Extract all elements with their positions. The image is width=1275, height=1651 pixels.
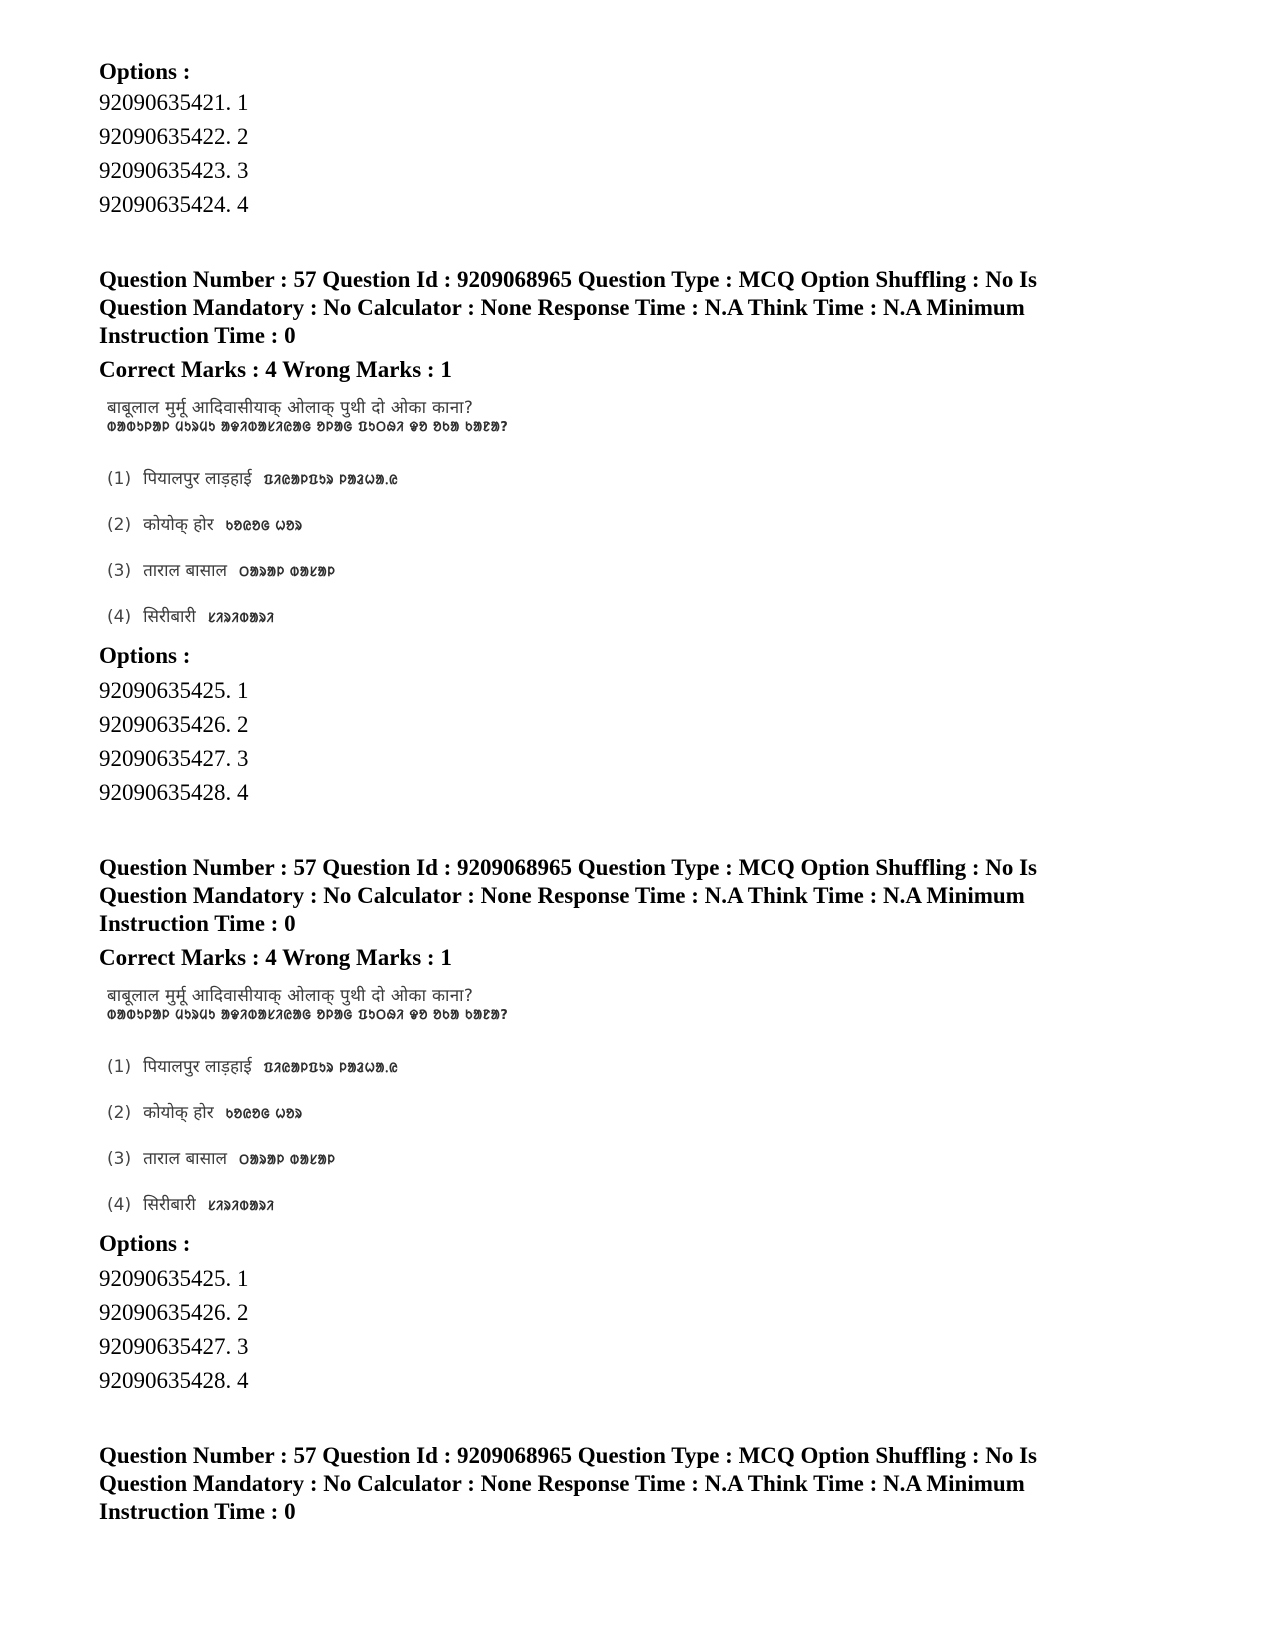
choice-number: (2): [107, 515, 132, 535]
choice-devanagari: कोयोक् होर: [143, 1103, 214, 1123]
choice-devanagari: सिरीबारी: [143, 1195, 196, 1215]
question-header-line: Question Mandatory : No Calculator : None Response Time : N.A Think Time : N.A Minimum: [99, 883, 1025, 908]
choice-olchiki: ᱯᱤᱭᱟᱞᱯᱩᱨ ᱞᱟᱲᱦᱟᱹᱭ: [263, 1061, 399, 1076]
option-item: 92090635427. 3: [99, 746, 249, 771]
option-item: 92090635423. 3: [99, 158, 249, 183]
choice-number: (2): [107, 1103, 132, 1123]
choice-devanagari: कोयोक् होर: [143, 515, 214, 535]
choice-2: [107, 1102, 303, 1126]
question-header-line: Question Number : 57 Question Id : 9209068965 Question Type : MCQ Option Shuffling : No Is: [99, 855, 1038, 880]
choice-olchiki: ᱥᱤᱨᱤᱵᱟᱨᱤ: [207, 1199, 275, 1214]
option-item: 92090635428. 4: [99, 1368, 249, 1393]
question-header-line: Question Mandatory : No Calculator : None Response Time : N.A Think Time : N.A Minimum: [99, 295, 1025, 320]
option-item: 92090635422. 2: [99, 124, 249, 149]
choice-olchiki: ᱠᱚᱭᱚᱜ ᱦᱚᱨ: [225, 519, 303, 534]
choice-number: (4): [107, 1195, 132, 1215]
option-item: 92090635425. 1: [99, 1266, 249, 1291]
question-header-line: Instruction Time : 0: [99, 1499, 296, 1524]
question-block: [99, 854, 1179, 1398]
option-item: 92090635424. 4: [99, 192, 249, 217]
choice-olchiki: ᱠᱚᱭᱚᱜ ᱦᱚᱨ: [225, 1107, 303, 1122]
choice-devanagari: पियालपुर लाड़हाई: [143, 469, 252, 489]
choice-4: [107, 1194, 275, 1218]
question-image: [107, 986, 577, 1214]
choice-1: [107, 468, 398, 492]
question-header-line: Question Number : 57 Question Id : 9209068965 Question Type : MCQ Option Shuffling : No Is: [99, 1443, 1038, 1468]
choice-number: (3): [107, 561, 132, 581]
choice-devanagari: ताराल बासाल: [143, 1149, 228, 1169]
choice-4: [107, 606, 275, 630]
document-page: [99, 58, 1179, 1526]
choice-number: (3): [107, 1149, 132, 1169]
choice-olchiki: ᱛᱟᱨᱟᱞ ᱵᱟᱥᱟᱞ: [239, 1153, 336, 1168]
question-header-line: Instruction Time : 0: [99, 911, 296, 936]
options-label: Options :: [99, 59, 191, 84]
choice-3: [107, 560, 335, 584]
choice-devanagari: पियालपुर लाड़हाई: [143, 1057, 252, 1077]
option-item: 92090635425. 1: [99, 678, 249, 703]
question-stem-olchiki: ᱵᱟᱵᱩᱞᱟᱞ ᱢᱩᱨᱢᱩ ᱟᱫᱤᱵᱟᱥᱤᱭᱟᱜ ᱚᱞᱟᱜ ᱯᱩᱛᱷᱤ ᱫᱚ ᱚᱠᱟ ᱠᱟᱱᱟ?: [107, 420, 509, 435]
choice-olchiki: ᱥᱤᱨᱤᱵᱟᱨᱤ: [207, 611, 275, 626]
question-block: [99, 266, 1179, 810]
top-options-block: [99, 58, 1179, 222]
marks-line: Correct Marks : 4 Wrong Marks : 1: [99, 945, 452, 970]
question-header-line: Question Number : 57 Question Id : 9209068965 Question Type : MCQ Option Shuffling : No Is: [99, 267, 1038, 292]
option-item: 92090635428. 4: [99, 780, 249, 805]
choice-2: [107, 514, 303, 538]
question-header-line: Question Mandatory : No Calculator : None Response Time : N.A Think Time : N.A Minimum: [99, 1471, 1025, 1496]
choice-number: (1): [107, 469, 132, 489]
choice-number: (1): [107, 1057, 132, 1077]
option-item: 92090635426. 2: [99, 712, 249, 737]
choice-olchiki: ᱯᱤᱭᱟᱞᱯᱩᱨ ᱞᱟᱲᱦᱟᱹᱭ: [263, 473, 399, 488]
choice-devanagari: ताराल बासाल: [143, 561, 228, 581]
options-label: Options :: [99, 1231, 191, 1256]
choice-3: [107, 1148, 335, 1172]
choice-devanagari: सिरीबारी: [143, 607, 196, 627]
question-stem-devanagari: बाबूलाल मुर्मू आदिवासीयाक् ओलाक् पुथी दो ओका काना?: [107, 986, 474, 1006]
question-image: [107, 398, 577, 626]
question-stem-olchiki: ᱵᱟᱵᱩᱞᱟᱞ ᱢᱩᱨᱢᱩ ᱟᱫᱤᱵᱟᱥᱤᱭᱟᱜ ᱚᱞᱟᱜ ᱯᱩᱛᱷᱤ ᱫᱚ ᱚᱠᱟ ᱠᱟᱱᱟ?: [107, 1008, 509, 1023]
option-item: 92090635426. 2: [99, 1300, 249, 1325]
question-stem-devanagari: बाबूलाल मुर्मू आदिवासीयाक् ओलाक् पुथी दो ओका काना?: [107, 398, 474, 418]
question-header-line: Instruction Time : 0: [99, 323, 296, 348]
question-block: [99, 1442, 1179, 1526]
choice-1: [107, 1056, 398, 1080]
option-item: 92090635421. 1: [99, 90, 249, 115]
options-label: Options :: [99, 643, 191, 668]
choice-number: (4): [107, 607, 132, 627]
option-item: 92090635427. 3: [99, 1334, 249, 1359]
choice-olchiki: ᱛᱟᱨᱟᱞ ᱵᱟᱥᱟᱞ: [239, 565, 336, 580]
marks-line: Correct Marks : 4 Wrong Marks : 1: [99, 357, 452, 382]
